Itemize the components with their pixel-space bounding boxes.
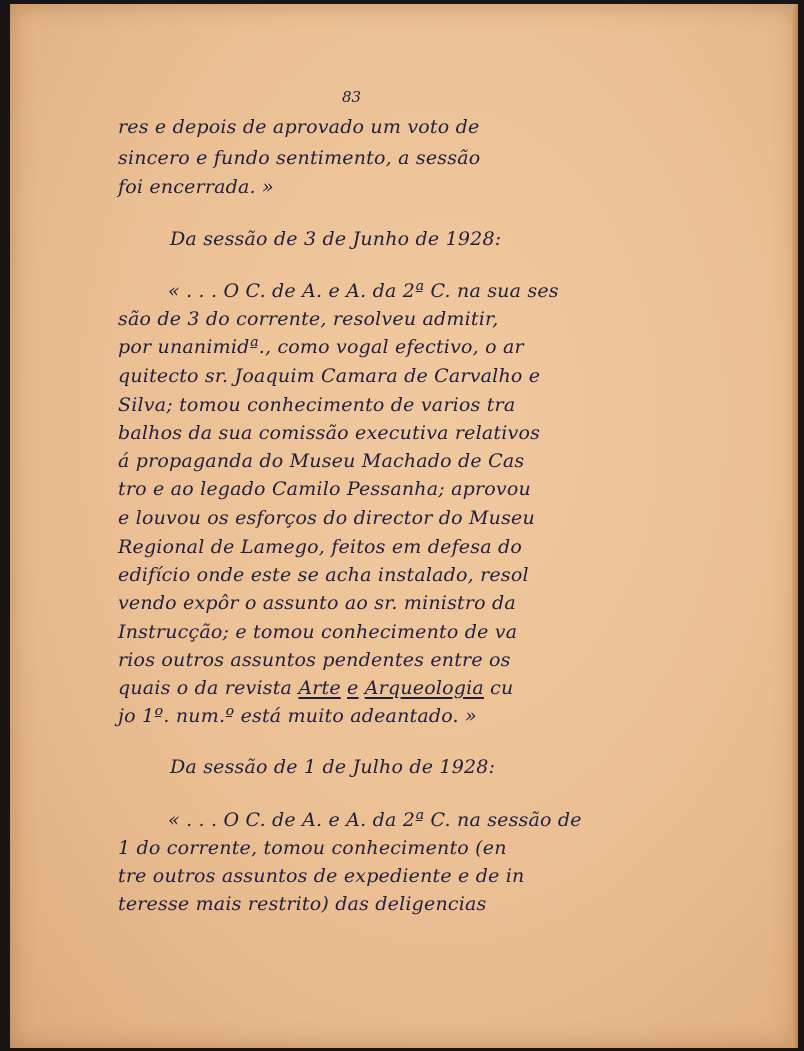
paragraph1-line: foi encerrada. » — [118, 176, 274, 198]
paragraph2-line: balhos da sua comissão executiva relativos — [118, 422, 541, 444]
section-heading-june: Da sessão de 3 de Junho de 1928: — [170, 228, 502, 250]
manuscript-page — [10, 4, 798, 1048]
paragraph2-line: vendo expôr o assunto ao sr. ministro da — [118, 592, 516, 614]
paragraph1-line: res e depois de aprovado um voto de — [118, 116, 480, 138]
paragraph2-line: Regional de Lamego, feitos em defesa do — [118, 536, 522, 558]
paragraph2-line: á propaganda do Museu Machado de Cas — [118, 450, 525, 472]
journal-title-arte: Arte — [298, 677, 341, 699]
paragraph2-line: são de 3 do corrente, resolveu admitir, — [118, 308, 499, 330]
paragraph2-line: por unanimidª., como vogal efectivo, o ar — [118, 336, 524, 358]
section-heading-july: Da sessão de 1 de Julho de 1928: — [170, 756, 496, 778]
journal-title-connector: e — [347, 677, 359, 699]
paragraph3-line: teresse mais restrito) das deligencias — [118, 893, 487, 915]
line-text: quais o da revista — [118, 677, 293, 699]
page-number: 83 — [342, 88, 362, 106]
paragraph2-line: tro e ao legado Camilo Pessanha; aprovou — [118, 478, 531, 500]
paragraph3-line: « . . . O C. de A. e A. da 2ª C. na sessão de — [168, 809, 582, 831]
paragraph3-line: tre outros assuntos de expediente e de in — [118, 865, 525, 887]
paragraph2-line: quitecto sr. Joaquim Camara de Carvalho e — [118, 365, 541, 387]
paragraph3-line: 1 do corrente, tomou conhecimento (en — [118, 837, 507, 859]
paragraph2-line: edifício onde este se acha instalado, resol — [118, 564, 529, 586]
paragraph2-line: jo 1º. num.º está muito adeantado. » — [118, 705, 477, 727]
paragraph2-line: Silva; tomou conhecimento de varios tra — [118, 394, 516, 416]
journal-title-arqueologia: Arqueologia — [364, 677, 484, 699]
paragraph2-line: rios outros assuntos pendentes entre os — [118, 649, 511, 671]
paragraph2-line: Instrucção; e tomou conhecimento de va — [118, 621, 518, 643]
page-edge-shadow — [792, 4, 798, 1048]
paragraph2-line-with-title — [118, 677, 513, 699]
line-text: cu — [490, 677, 514, 699]
paragraph2-line: e louvou os esforços do director do Museu — [118, 507, 535, 529]
paragraph2-line: « . . . O C. de A. e A. da 2ª C. na sua ses — [168, 280, 559, 302]
paragraph1-line: sincero e fundo sentimento, a sessão — [118, 147, 481, 169]
